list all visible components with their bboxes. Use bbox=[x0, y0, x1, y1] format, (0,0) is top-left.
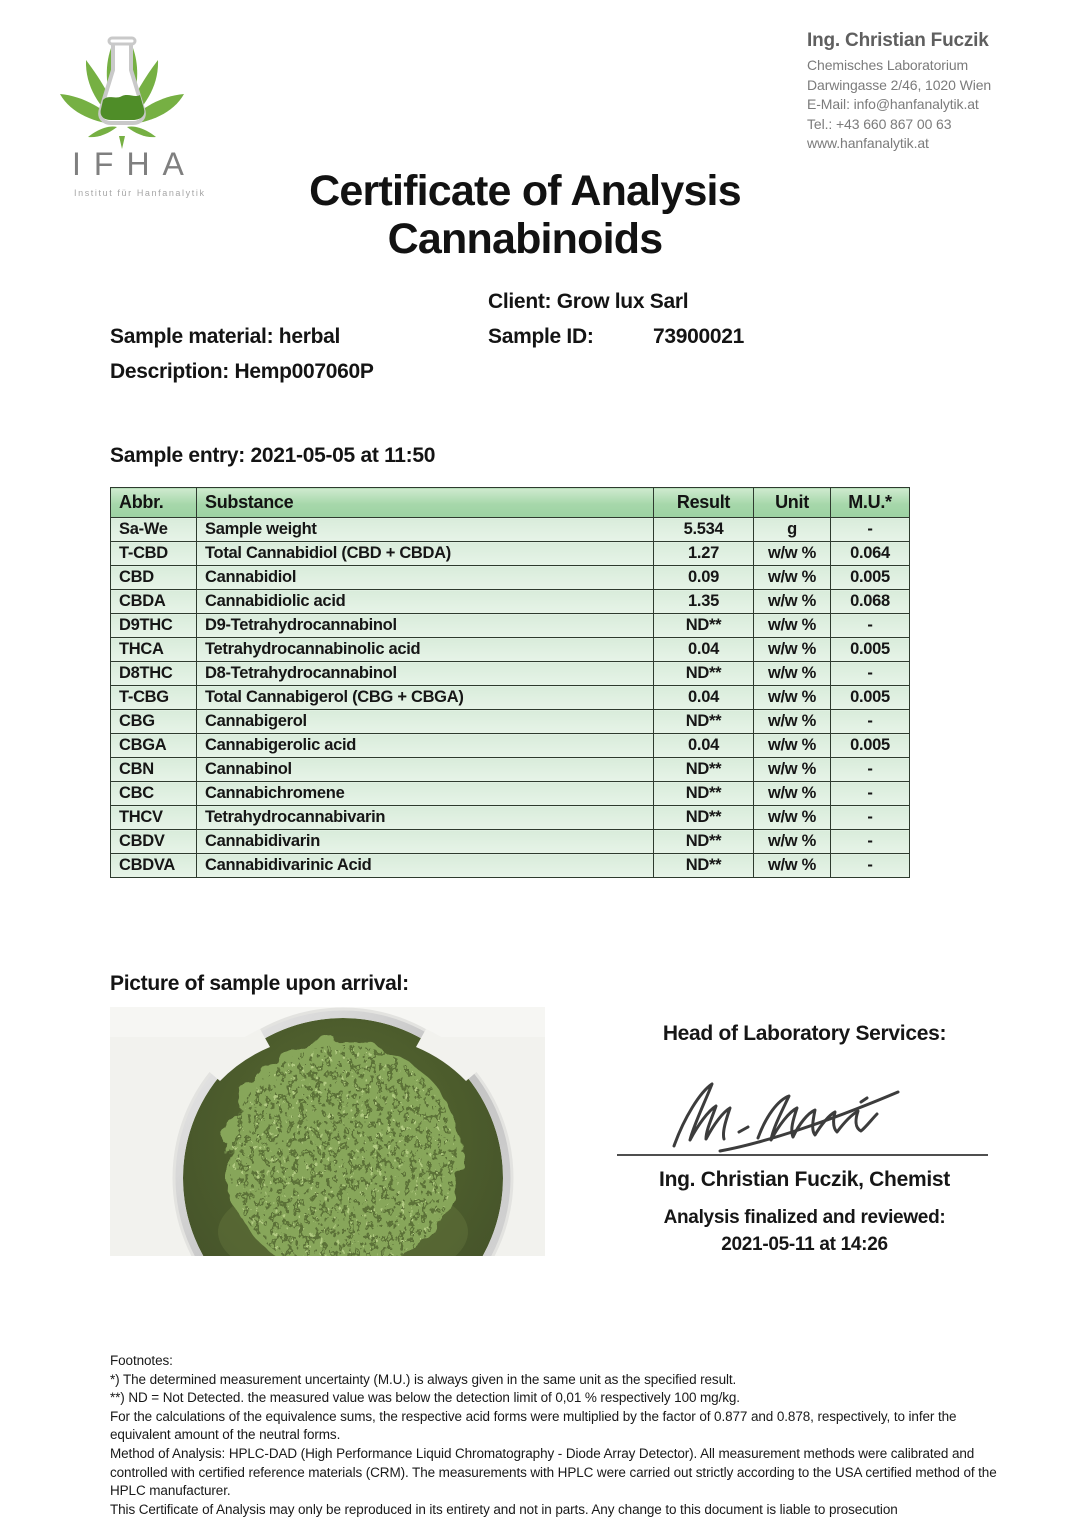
cell-abbr: CBGA bbox=[111, 734, 197, 758]
description-line: Description: Hemp007060P bbox=[110, 360, 374, 383]
lab-contact-lines bbox=[807, 56, 1069, 154]
cell-mu: - bbox=[831, 614, 910, 638]
footnote-line: Method of Analysis: HPLC-DAD (High Performance Liquid Chromatography - Diode Array Detector). All measurement methods were calibrated and controlled with certified reference materials (CRM). The measurements with HPLC were carried out strictly according to the USA certified method of the HPLC manufacturer. bbox=[110, 1445, 997, 1499]
lab-contact-name: Ing. Christian Fuczik bbox=[807, 30, 989, 51]
table-row bbox=[111, 518, 910, 542]
cell-result: ND** bbox=[654, 782, 754, 806]
table-row bbox=[111, 590, 910, 614]
cell-result: ND** bbox=[654, 614, 754, 638]
sample-id-label: Sample ID: bbox=[488, 325, 594, 348]
table-row bbox=[111, 854, 910, 878]
cell-mu: - bbox=[831, 830, 910, 854]
cell-result: 1.35 bbox=[654, 590, 754, 614]
cell-abbr: CBD bbox=[111, 566, 197, 590]
results-table bbox=[110, 487, 910, 878]
cell-mu: 0.064 bbox=[831, 542, 910, 566]
cell-unit: w/w % bbox=[754, 590, 831, 614]
footnotes-lines bbox=[110, 1371, 1018, 1520]
table-row bbox=[111, 614, 910, 638]
cell-result: ND** bbox=[654, 662, 754, 686]
sample-photo bbox=[110, 1007, 545, 1256]
column-header-substance: Substance bbox=[197, 488, 654, 518]
footnote-line: **) ND = Not Detected. the measured value was below the detection limit of 0,01 % respectively 100 mg/kg. bbox=[110, 1390, 740, 1406]
cell-abbr: CBG bbox=[111, 710, 197, 734]
cell-result: ND** bbox=[654, 806, 754, 830]
table-row bbox=[111, 806, 910, 830]
sample-id-value: 73900021 bbox=[653, 325, 745, 348]
cell-substance: Cannabinol bbox=[197, 758, 654, 782]
cell-unit: w/w % bbox=[754, 854, 831, 878]
table-row bbox=[111, 782, 910, 806]
cell-mu: - bbox=[831, 518, 910, 542]
picture-caption: Picture of sample upon arrival: bbox=[110, 972, 409, 995]
cell-mu: 0.068 bbox=[831, 590, 910, 614]
table-row bbox=[111, 830, 910, 854]
lab-contact-line: Chemisches Laboratorium bbox=[807, 57, 969, 73]
table-row bbox=[111, 638, 910, 662]
cell-unit: w/w % bbox=[754, 758, 831, 782]
cell-unit: g bbox=[754, 518, 831, 542]
cell-substance: Cannabidiol bbox=[197, 566, 654, 590]
cell-result: ND** bbox=[654, 854, 754, 878]
cell-abbr: THCV bbox=[111, 806, 197, 830]
cell-abbr: T-CBD bbox=[111, 542, 197, 566]
table-row bbox=[111, 734, 910, 758]
cell-result: ND** bbox=[654, 758, 754, 782]
cell-result: 5.534 bbox=[654, 518, 754, 542]
cell-unit: w/w % bbox=[754, 614, 831, 638]
table-row bbox=[111, 542, 910, 566]
lab-contact-line: Tel.: +43 660 867 00 63 bbox=[807, 115, 952, 132]
cell-substance: D8-Tetrahydrocannabinol bbox=[197, 662, 654, 686]
cell-mu: - bbox=[831, 782, 910, 806]
cell-substance: Tetrahydrocannabinolic acid bbox=[197, 638, 654, 662]
cell-mu: - bbox=[831, 710, 910, 734]
cell-substance: Sample weight bbox=[197, 518, 654, 542]
cell-result: 1.27 bbox=[654, 542, 754, 566]
cell-unit: w/w % bbox=[754, 542, 831, 566]
cell-mu: - bbox=[831, 806, 910, 830]
signer-name: Ing. Christian Fuczik, Chemist bbox=[659, 1168, 950, 1191]
cell-mu: 0.005 bbox=[831, 734, 910, 758]
cell-substance: D9-Tetrahydrocannabinol bbox=[197, 614, 654, 638]
cell-abbr: D8THC bbox=[111, 662, 197, 686]
cell-result: ND** bbox=[654, 710, 754, 734]
analysis-finalized-label: Analysis finalized and reviewed: bbox=[663, 1207, 946, 1228]
cell-unit: w/w % bbox=[754, 566, 831, 590]
cell-substance: Cannabigerol bbox=[197, 710, 654, 734]
footnote-line: *) The determined measurement uncertainty (M.U.) is always given in the same unit as the specified result. bbox=[110, 1371, 737, 1387]
cell-substance: Cannabidivarin bbox=[197, 830, 654, 854]
title-line-2: Cannabinoids bbox=[387, 215, 663, 263]
ifha-hemp-flask-logo-icon bbox=[56, 30, 188, 150]
cell-unit: w/w % bbox=[754, 638, 831, 662]
logo-acronym: IFHA bbox=[72, 146, 197, 182]
cell-result: 0.04 bbox=[654, 638, 754, 662]
cell-abbr: CBN bbox=[111, 758, 197, 782]
cell-unit: w/w % bbox=[754, 806, 831, 830]
column-header-unit: Unit bbox=[754, 488, 831, 518]
cell-unit: w/w % bbox=[754, 782, 831, 806]
cell-unit: w/w % bbox=[754, 830, 831, 854]
lab-contact-block bbox=[807, 30, 1069, 154]
cell-unit: w/w % bbox=[754, 662, 831, 686]
footnotes-title: Footnotes: bbox=[110, 1353, 173, 1368]
sample-material-line: Sample material: herbal bbox=[110, 325, 341, 348]
table-row bbox=[111, 710, 910, 734]
client-line: Client: Grow lux Sarl bbox=[488, 290, 689, 313]
cell-mu: - bbox=[831, 854, 910, 878]
cell-substance: Cannabidivarinic Acid bbox=[197, 854, 654, 878]
cell-substance: Tetrahydrocannabivarin bbox=[197, 806, 654, 830]
cell-result: 0.04 bbox=[654, 734, 754, 758]
table-row bbox=[111, 566, 910, 590]
lab-contact-line: E-Mail: info@hanfanalytik.at bbox=[807, 96, 979, 112]
cell-unit: w/w % bbox=[754, 734, 831, 758]
cell-abbr: Sa-We bbox=[111, 518, 197, 542]
cell-unit: w/w % bbox=[754, 686, 831, 710]
lab-contact-line: Darwingasse 2/46, 1020 Wien bbox=[807, 76, 992, 93]
cell-mu: 0.005 bbox=[831, 686, 910, 710]
signature-handwriting bbox=[662, 1066, 912, 1154]
analysis-finalized-date: 2021-05-11 at 14:26 bbox=[721, 1234, 888, 1255]
cell-abbr: CBC bbox=[111, 782, 197, 806]
cell-substance: Total Cannabigerol (CBG + CBGA) bbox=[197, 686, 654, 710]
cell-abbr: THCA bbox=[111, 638, 197, 662]
sample-photo-image bbox=[110, 1007, 545, 1256]
cell-abbr: CBDVA bbox=[111, 854, 197, 878]
cell-result: 0.09 bbox=[654, 566, 754, 590]
footnotes-block bbox=[110, 1352, 1018, 1519]
cell-mu: - bbox=[831, 662, 910, 686]
lab-contact-line: www.hanfanalytik.at bbox=[807, 135, 929, 151]
cell-substance: Total Cannabidiol (CBD + CBDA) bbox=[197, 542, 654, 566]
cell-result: ND** bbox=[654, 830, 754, 854]
cell-mu: 0.005 bbox=[831, 566, 910, 590]
signature-divider-line bbox=[617, 1154, 988, 1156]
cell-unit: w/w % bbox=[754, 710, 831, 734]
footnote-line: For the calculations of the equivalence sums, the respective acid forms were multiplied by the factor of 0.877 and 0.878, respectively, to infer the equivalent amount of the neutral forms. bbox=[110, 1408, 957, 1443]
column-header-result: Result bbox=[654, 488, 754, 518]
column-header-abbr: Abbr. bbox=[111, 488, 197, 518]
cell-substance: Cannabichromene bbox=[197, 782, 654, 806]
footnote-line: This Certificate of Analysis may only be reproduced in its entirety and not in parts. Any change to this document is liable to prosecution bbox=[110, 1501, 898, 1517]
results-table-body bbox=[111, 518, 910, 878]
results-table-header-row bbox=[111, 488, 910, 518]
table-row bbox=[111, 662, 910, 686]
signature-heading: Head of Laboratory Services: bbox=[662, 1022, 947, 1045]
title-line-1: Certificate of Analysis bbox=[309, 167, 741, 215]
cell-mu: 0.005 bbox=[831, 638, 910, 662]
cell-abbr: CBDV bbox=[111, 830, 197, 854]
cell-mu: - bbox=[831, 758, 910, 782]
logo-subtitle: Institut für Hanfanalytik bbox=[74, 188, 206, 198]
cell-substance: Cannabidiolic acid bbox=[197, 590, 654, 614]
column-header-mu: M.U.* bbox=[831, 488, 910, 518]
document-title bbox=[0, 167, 1050, 263]
cell-abbr: CBDA bbox=[111, 590, 197, 614]
table-row bbox=[111, 686, 910, 710]
table-row bbox=[111, 758, 910, 782]
sample-entry-line: Sample entry: 2021-05-05 at 11:50 bbox=[110, 444, 436, 467]
cell-abbr: D9THC bbox=[111, 614, 197, 638]
cell-result: 0.04 bbox=[654, 686, 754, 710]
cell-abbr: T-CBG bbox=[111, 686, 197, 710]
cell-substance: Cannabigerolic acid bbox=[197, 734, 654, 758]
